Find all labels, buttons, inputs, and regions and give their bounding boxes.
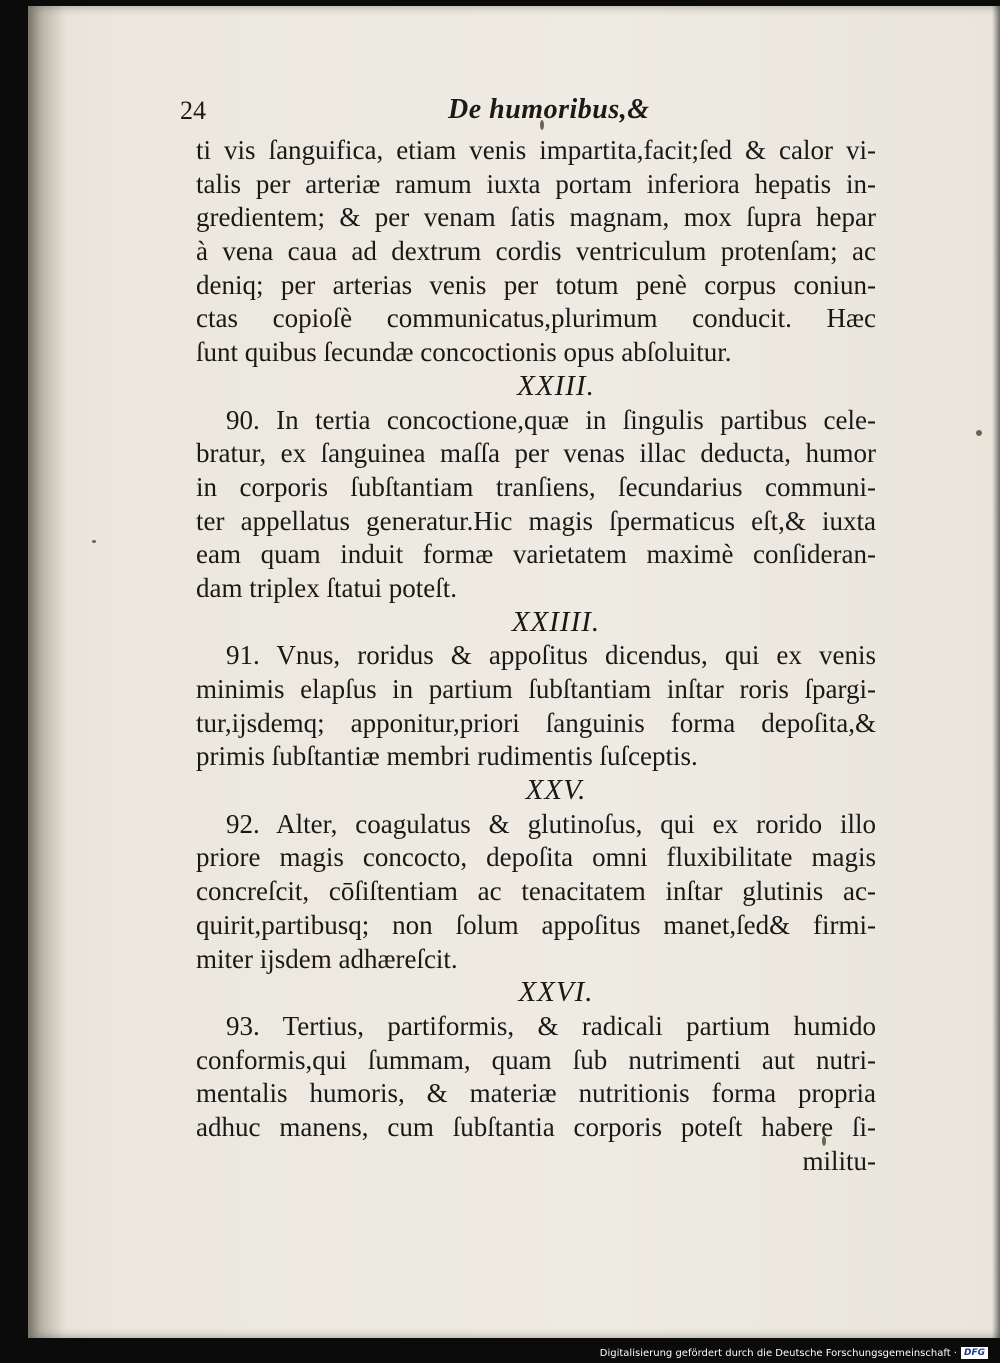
text-line: tur,ijsdemq; apponitur,priori ſanguinis forma depoſita,&	[196, 707, 876, 738]
text-line: eam quam induit formæ varietatem maximè conſideran-	[196, 539, 876, 570]
text-line: talis per arteriæ ramum iuxta portam inferiora hepatis in-	[196, 168, 876, 199]
section-numeral: XXIII.	[517, 369, 595, 402]
text-line: 90. In tertia concoctione,quæ in ſingulis partibus cele-	[226, 404, 876, 435]
text-line: ſunt quibus ſecundæ concoctionis opus abſoluitur.	[196, 337, 732, 368]
text-line: 91. Vnus, roridus & appoſitus dicendus, qui ex venis	[226, 640, 876, 671]
text-line: gredientem; & per venam ſatis magnam, mox ſupra hepar	[196, 202, 876, 233]
ink-speck	[976, 430, 982, 436]
ink-speck	[92, 540, 96, 543]
text-line: conformis,qui ſummam, quam ſub nutrimenti aut nutri-	[196, 1044, 876, 1075]
gutter-shadow	[28, 6, 66, 1338]
section-numeral: XXV.	[525, 774, 587, 807]
text-line: minimis elapſus in partium ſubſtantiam inſtar roris ſpargi-	[196, 674, 876, 704]
text-line: dam triplex ſtatui poteſt.	[196, 572, 457, 603]
page-edge-shadow	[992, 6, 1000, 1338]
text-line: concreſcit, cōſiſtentiam ac tenacitatem inſtar glutinis ac-	[196, 876, 876, 907]
text-line: 92. Alter, coagulatus & glutinoſus, qui ex rorido illo	[226, 808, 876, 839]
text-line: militu-	[802, 1145, 876, 1176]
text-line: bratur, ex ſanguinea maſſa per venas illac deducta, humor	[196, 438, 876, 469]
text-line: quirit,partibusq; non ſolum appoſitus manet,ſed& firmi-	[196, 909, 876, 940]
section-numeral: XXIIII.	[511, 605, 601, 638]
text-line: adhuc manens, cum ſubſtantia corporis poteſt habere ſi-	[196, 1111, 876, 1142]
footer-credit: Digitalisierung gefördert durch die Deutsche Forschungsgemeinschaft ·	[599, 1347, 957, 1359]
text-line: primis ſubſtantiæ membri rudimentis ſuſceptis.	[196, 741, 698, 772]
text-line: à vena caua ad dextrum cordis ventriculum protenſam; ac	[196, 236, 876, 267]
text-line: 93. Tertius, partiformis, & radicali partium humido	[226, 1010, 876, 1041]
running-head: De humoribus,&	[448, 94, 650, 125]
text-line: miter ijsdem adhæreſcit.	[196, 943, 458, 974]
page-header	[180, 96, 880, 136]
text-line: mentalis humoris, & materiæ nutritionis forma propria	[196, 1078, 876, 1109]
text-line: priore magis concocto, depoſita omni fluxibilitate magis	[196, 842, 876, 873]
page-number: 24	[180, 96, 206, 125]
text-line: deniq; per arterias venis per totum penè corpus coniun-	[196, 269, 876, 300]
text-line: ter appellatus generatur.Hic magis ſpermaticus eſt,& iuxta	[196, 505, 876, 536]
body-text	[196, 134, 876, 1178]
dfg-logo: DFG	[961, 1347, 988, 1359]
text-line: ti vis ſanguifica, etiam venis impartita,facit;ſed & calor vi-	[196, 135, 876, 165]
digitization-footer	[600, 1347, 988, 1359]
text-line: ctas copioſè communicatus,plurimum conducit. Hæc	[196, 303, 876, 334]
text-line: in corporis ſubſtantiam tranſiens, ſecundarius communi-	[196, 471, 876, 502]
section-numeral: XXVI.	[518, 976, 594, 1009]
